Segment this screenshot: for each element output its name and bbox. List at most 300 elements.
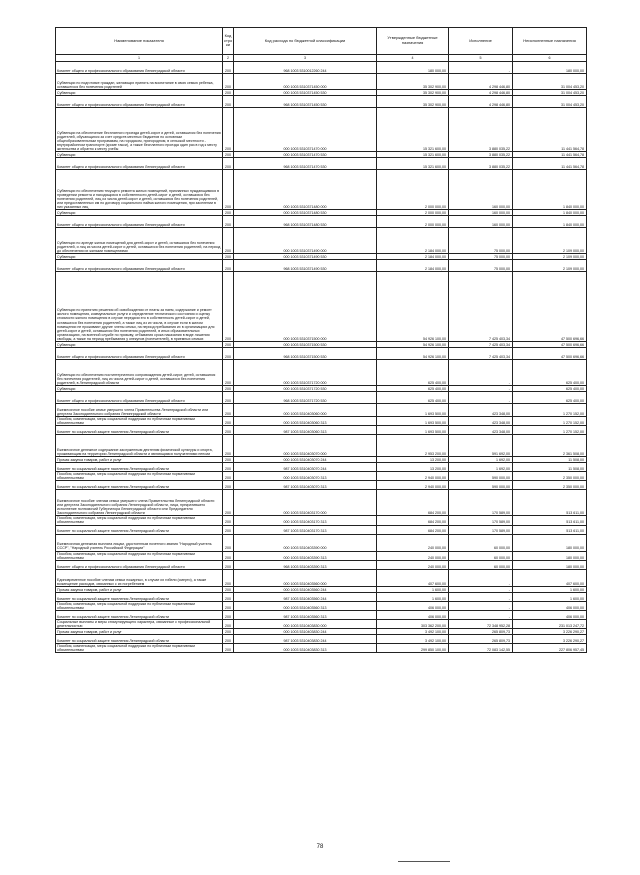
table-row — [56, 516, 587, 525]
table-row — [56, 490, 587, 516]
table-row — [56, 158, 587, 170]
cell-approved: 684 200,00 — [377, 490, 449, 516]
table-row — [56, 481, 587, 490]
cell-budget-code: 000 1003 5310403170 313 — [234, 516, 377, 525]
table-body — [56, 62, 587, 653]
cell-approved: 2 000 000,00 — [377, 216, 449, 228]
cell-name: Субвенции по подготовке граждан, желающих принять на воспитание в свою семью ребенка, оставшегося без попечения родителей — [56, 74, 223, 90]
cell-budget-code: 000 1003 5310371500 000 — [234, 272, 377, 342]
cell-remaining: 1 840 000,00 — [513, 210, 587, 216]
table-row — [56, 426, 587, 435]
cell-name: Комитет по социальной защите населения Ленинградской области — [56, 463, 223, 472]
cell-executed: 72 348 952,28 — [449, 619, 513, 628]
cell-executed: - — [449, 392, 513, 404]
cell-line-code: 200 — [223, 260, 234, 272]
cell-budget-code: 000 1003 5310403830 244 — [234, 629, 377, 635]
table-row — [56, 62, 587, 74]
cell-budget-code: 968 1003 5310371480 530 — [234, 216, 377, 228]
cell-budget-code: 987 1003 5310403560 313 — [234, 610, 377, 619]
cell-approved: 35 302 900,00 — [377, 74, 449, 90]
cell-name: Комитет по социальной защите населения Ленинградской области — [56, 525, 223, 534]
cell-remaining: 2 361 508,00 — [513, 435, 587, 457]
cell-line-code: 200 — [223, 108, 234, 152]
cell-budget-code: 968 1003 5310371500 530 — [234, 348, 377, 360]
table-row — [56, 592, 587, 601]
cell-line-code: 200 — [223, 586, 234, 592]
cell-budget-code: 968 1003 5310371450 530 — [234, 96, 377, 108]
cell-executed: - — [449, 569, 513, 586]
cell-budget-code: 000 1003 5310403060 000 — [234, 404, 377, 417]
cell-name: Комитет по социальной защите населения Ленинградской области — [56, 610, 223, 619]
cell-name: Прочая закупка товаров, работ и услуг — [56, 629, 223, 635]
cell-name: Комитет общего и профессионального образования Ленинградской области — [56, 348, 223, 360]
cell-remaining: 2 109 000,00 — [513, 228, 587, 254]
cell-approved: 35 302 900,00 — [377, 90, 449, 96]
table-row — [56, 534, 587, 551]
cell-line-code: 200 — [223, 635, 234, 644]
table-row — [56, 525, 587, 534]
cell-budget-code: 000 1003 5310371470 530 — [234, 152, 377, 158]
cell-remaining: 11 441 564,78 — [513, 152, 587, 158]
cell-approved: 2 000 000,00 — [377, 170, 449, 210]
cell-remaining: 47 500 696,66 — [513, 348, 587, 360]
cell-approved: 15 321 600,00 — [377, 152, 449, 158]
cell-budget-code: 987 1003 5310403560 244 — [234, 592, 377, 601]
header-name: Наименование показателя — [56, 28, 223, 55]
cell-budget-code: 987 1003 5310403170 313 — [234, 525, 377, 534]
cell-budget-code: 000 1003 5310403560 000 — [234, 569, 377, 586]
cell-remaining: 2 350 000,00 — [513, 481, 587, 490]
table-row — [56, 272, 587, 342]
cell-budget-code: 000 1003 5310403060 313 — [234, 417, 377, 426]
cell-name: Пособия, компенсации, меры социальной поддержки по публичным нормативным обязательствам — [56, 472, 223, 481]
cell-line-code: 200 — [223, 463, 234, 472]
cell-budget-code: 968 1003 5310012260 244 — [234, 62, 377, 74]
cell-budget-code: 000 1003 5310403070 313 — [234, 472, 377, 481]
cell-budget-code: 968 1003 5310403390 313 — [234, 560, 377, 569]
cell-name: Ежемесячное денежное содержание заслуженным деятелям физической культуры и спорта, проживающим на территории Ленинградской области и являющимся получателями пенсии — [56, 435, 223, 457]
cell-executed: 60 000,00 — [449, 560, 513, 569]
cell-remaining: 1 270 152,00 — [513, 404, 587, 417]
cell-line-code: 200 — [223, 392, 234, 404]
cell-line-code: 200 — [223, 560, 234, 569]
cell-remaining: 1 600,00 — [513, 592, 587, 601]
header-budget-code: Код расхода по бюджетной классификации — [234, 28, 377, 55]
cell-remaining: 3 226 290,27 — [513, 635, 587, 644]
cell-budget-code: 000 1003 5310403560 244 — [234, 586, 377, 592]
cell-executed: 3 880 035,22 — [449, 152, 513, 158]
cell-budget-code: 987 1003 5310403830 244 — [234, 635, 377, 644]
cell-name: Прочая закупка товаров, работ и услуг — [56, 586, 223, 592]
cell-approved: 2 184 000,00 — [377, 228, 449, 254]
cell-line-code: 200 — [223, 210, 234, 216]
cell-name: Субвенции — [56, 386, 223, 392]
budget-execution-table — [55, 27, 587, 653]
cell-budget-code: 000 1003 5310403070 244 — [234, 457, 377, 463]
cell-approved: 35 302 900,00 — [377, 96, 449, 108]
cell-executed: 7 425 403,34 — [449, 348, 513, 360]
page-number: 78 — [316, 844, 324, 850]
cell-approved: 625 400,00 — [377, 360, 449, 386]
cell-approved: 625 400,00 — [377, 392, 449, 404]
cell-approved: 240 000,00 — [377, 560, 449, 569]
cell-name: Субвенции по обеспечению постинтернатного сопровождения детей-сирот, детей, оставшихся без попечения родителей, лиц из числа детей-сирот и детей, оставшихся без попечения родителей, в Ленинградской области — [56, 360, 223, 386]
cell-executed: 265 809,73 — [449, 629, 513, 635]
cell-approved: 2 184 000,00 — [377, 260, 449, 272]
cell-budget-code: 000 1003 5310403070 000 — [234, 435, 377, 457]
table-row — [56, 463, 587, 472]
cell-approved: 1 693 500,00 — [377, 426, 449, 435]
cell-line-code: 200 — [223, 629, 234, 635]
cell-line-code: 200 — [223, 360, 234, 386]
cell-remaining: 625 400,00 — [513, 392, 587, 404]
table-row — [56, 417, 587, 426]
cell-name: Ежемесячная денежная выплата лицам, удостоенным почетного звания "Народный учитель СССР", "Народный учитель Российской Федерации" — [56, 534, 223, 551]
cell-line-code: 200 — [223, 158, 234, 170]
cell-name: Пособия, компенсации, меры социальной поддержки по публичным нормативным обязательствам — [56, 516, 223, 525]
cell-remaining: 231 013 247,72 — [513, 619, 587, 628]
cell-remaining: 2 109 000,00 — [513, 260, 587, 272]
cell-approved: 13 200,00 — [377, 463, 449, 472]
cell-executed: - — [449, 62, 513, 74]
table-header-row — [56, 28, 587, 55]
table-row — [56, 560, 587, 569]
cell-line-code: 200 — [223, 404, 234, 417]
cell-remaining: 406 000,00 — [513, 601, 587, 610]
cell-line-code: 200 — [223, 601, 234, 610]
cell-name: Комитет общего и профессионального образования Ленинградской области — [56, 216, 223, 228]
cell-approved: 407 600,00 — [377, 569, 449, 586]
table-row — [56, 216, 587, 228]
cell-budget-code: 000 1003 5310371450 000 — [234, 74, 377, 90]
cell-remaining: 3 226 290,27 — [513, 629, 587, 635]
cell-approved: 1 693 500,00 — [377, 417, 449, 426]
cell-line-code: 200 — [223, 272, 234, 342]
cell-remaining: 180 000,00 — [513, 560, 587, 569]
cell-remaining: 513 611,00 — [513, 525, 587, 534]
cell-remaining: 31 004 453,20 — [513, 90, 587, 96]
cell-line-code: 200 — [223, 348, 234, 360]
cell-executed: 1 692,00 — [449, 463, 513, 472]
cell-executed: 4 298 446,80 — [449, 96, 513, 108]
cell-name: Субвенции на обеспечение бесплатного проезда детей-сирот и детей, оставшихся без попечения родителей, обучающихся за счет средств местных бюджетов по основным общеобразовательным программам, на городском, пригородном, в сельской местности - внутрирайонном транспорте (кроме такси), а также бесплатного проезда один раз в год к месту жительства и обратно к месту учебы — [56, 108, 223, 152]
cell-budget-code: 968 1003 5310371720 530 — [234, 392, 377, 404]
table-row — [56, 228, 587, 254]
cell-remaining: 227 806 957,45 — [513, 644, 587, 653]
cell-line-code: 200 — [223, 386, 234, 392]
cell-executed: 4 298 446,80 — [449, 90, 513, 96]
cell-budget-code: 000 1003 5310371470 000 — [234, 108, 377, 152]
cell-line-code: 200 — [223, 216, 234, 228]
cell-approved: 13 200,00 — [377, 457, 449, 463]
cell-name: Пособия, компенсации, меры социальной поддержки по публичным нормативным обязательствам — [56, 644, 223, 653]
header-code: Код стро ки — [223, 28, 234, 55]
table-row — [56, 260, 587, 272]
cell-budget-code: 000 1003 5310403560 313 — [234, 601, 377, 610]
cell-name: Субвенции по обеспечению текущего ремонта жилых помещений, признанных нуждающимися в проведении ремонта и находящихся в собственности детей-сирот и детей, оставшихся без попечения родителей, лиц из числа детей-сирот и детей, оставшихся без попечения родителей, или предоставленных им по договору социального найма жилого помещения, при заселении в них указанных лиц — [56, 170, 223, 210]
cell-line-code: 200 — [223, 472, 234, 481]
cell-name: Комитет по социальной защите населения Ленинградской области — [56, 426, 223, 435]
cell-line-code: 200 — [223, 254, 234, 260]
cell-line-code: 200 — [223, 62, 234, 74]
header-approved: Утвержденные бюджетные назначения — [377, 28, 449, 55]
cell-executed: 60 000,00 — [449, 534, 513, 551]
cell-remaining: 513 611,00 — [513, 516, 587, 525]
cell-remaining: 11 508,00 — [513, 457, 587, 463]
cell-approved: 684 200,00 — [377, 516, 449, 525]
cell-line-code: 200 — [223, 644, 234, 653]
cell-line-code: 200 — [223, 481, 234, 490]
cell-name: Комитет общего и профессионального образования Ленинградской области — [56, 158, 223, 170]
table-row — [56, 619, 587, 628]
cell-remaining: 513 611,00 — [513, 490, 587, 516]
report-sheet — [55, 27, 586, 653]
cell-line-code: 200 — [223, 551, 234, 560]
cell-approved: 2 000 000,00 — [377, 210, 449, 216]
cell-approved: 1 600,00 — [377, 586, 449, 592]
cell-budget-code: 000 1003 5310371480 000 — [234, 170, 377, 210]
cell-remaining: 180 000,00 — [513, 534, 587, 551]
cell-executed: 75 000,00 — [449, 228, 513, 254]
cell-remaining: 625 400,00 — [513, 360, 587, 386]
cell-executed: 170 589,00 — [449, 516, 513, 525]
cell-name: Комитет общего и профессионального образования Ленинградской области — [56, 260, 223, 272]
cell-executed: - — [449, 610, 513, 619]
cell-executed: 7 425 403,34 — [449, 342, 513, 348]
cell-budget-code: 000 1003 5310403390 313 — [234, 551, 377, 560]
cell-executed: 170 589,00 — [449, 490, 513, 516]
cell-remaining: 1 270 152,00 — [513, 426, 587, 435]
cell-name: Ежемесячное пособие семье умершего члена Правительства Ленинградской области или депутата Законодательного собрания Ленинградской области — [56, 404, 223, 417]
table-row — [56, 96, 587, 108]
cell-approved: 2 940 000,00 — [377, 481, 449, 490]
cell-budget-code: 987 1003 5310403070 313 — [234, 481, 377, 490]
table-row — [56, 435, 587, 457]
cell-executed: 3 880 035,22 — [449, 108, 513, 152]
cell-approved: 240 000,00 — [377, 534, 449, 551]
cell-executed: - — [449, 386, 513, 392]
table-row — [56, 392, 587, 404]
cell-executed: 590 000,00 — [449, 481, 513, 490]
table-row — [56, 472, 587, 481]
cell-name: Субвенции — [56, 210, 223, 216]
cell-line-code: 200 — [223, 426, 234, 435]
cell-executed: 3 880 035,22 — [449, 158, 513, 170]
cell-approved: 54 926 100,00 — [377, 272, 449, 342]
cell-approved: 3 492 100,00 — [377, 629, 449, 635]
cell-approved: 684 200,00 — [377, 525, 449, 534]
cell-approved: 625 400,00 — [377, 386, 449, 392]
cell-budget-code: 000 1003 5310403830 313 — [234, 644, 377, 653]
cell-executed: 423 348,00 — [449, 404, 513, 417]
cell-remaining: 407 600,00 — [513, 569, 587, 586]
cell-line-code: 200 — [223, 525, 234, 534]
cell-budget-code: 000 1003 5310371720 530 — [234, 386, 377, 392]
cell-name: Субвенции — [56, 90, 223, 96]
cell-executed: 423 348,00 — [449, 426, 513, 435]
cell-budget-code: 000 1003 5310403170 000 — [234, 490, 377, 516]
cell-approved: 2 184 000,00 — [377, 254, 449, 260]
cell-name: Прочая закупка товаров, работ и услуг — [56, 457, 223, 463]
cell-line-code: 200 — [223, 417, 234, 426]
cell-executed: 75 000,00 — [449, 254, 513, 260]
cell-executed: 160 000,00 — [449, 216, 513, 228]
cell-budget-code: 000 1003 5310371490 530 — [234, 254, 377, 260]
cell-approved: 1 600,00 — [377, 592, 449, 601]
column-number: 3 — [234, 55, 377, 62]
cell-executed: 423 348,00 — [449, 417, 513, 426]
cell-budget-code: 000 1003 5310371450 530 — [234, 90, 377, 96]
cell-remaining: 47 500 696,66 — [513, 272, 587, 342]
cell-line-code: 200 — [223, 569, 234, 586]
cell-approved: 2 940 000,00 — [377, 472, 449, 481]
cell-name: Комитет общего и профессионального образования Ленинградской области — [56, 392, 223, 404]
cell-name: Пособия, компенсации, меры социальной поддержки по публичным нормативным обязательствам — [56, 551, 223, 560]
cell-name: Субвенции по принятию решения об освобождении от платы за наем, содержание и ремонт жилого помещения, коммунальные услуги и определение технического состояния и оценку стоимости жилого помещения в случае передачи его в собственность детей-сирот и детей, оставшихся без попечения родителей, а также лиц из их числа, в случае если в жилом помещении не проживают другие члены семьи, на период пребывания их в организациях для детей-сирот и детей, оставшихся без попечения родителей, в иных образовательных организациях, на военной службе по призыву, отбывания срока наказания в виде лишения свободы, а также на период пребывания у опекунов (попечителей), в приемных семьях — [56, 272, 223, 342]
cell-remaining: 11 441 564,78 — [513, 158, 587, 170]
cell-executed: 160 000,00 — [449, 170, 513, 210]
table-row — [56, 170, 587, 210]
cell-approved: 1 693 500,00 — [377, 404, 449, 417]
cell-line-code: 200 — [223, 490, 234, 516]
cell-approved: 299 850 100,00 — [377, 644, 449, 653]
cell-remaining: 180 000,00 — [513, 551, 587, 560]
cell-remaining: 1 270 152,00 — [513, 417, 587, 426]
cell-name: Пособия, компенсации, меры социальной поддержки по публичным нормативным обязательствам — [56, 417, 223, 426]
cell-remaining: 2 109 000,00 — [513, 254, 587, 260]
cell-approved: 406 000,00 — [377, 610, 449, 619]
column-number: 4 — [377, 55, 449, 62]
cell-budget-code: 000 1003 5310403390 000 — [234, 534, 377, 551]
cell-budget-code: 987 1003 5310403070 244 — [234, 463, 377, 472]
table-row — [56, 610, 587, 619]
cell-approved: 180 000,00 — [377, 62, 449, 74]
cell-line-code: 200 — [223, 435, 234, 457]
cell-budget-code: 968 1003 5310371490 530 — [234, 260, 377, 272]
cell-remaining: 47 500 696,66 — [513, 342, 587, 348]
cell-name: Комитет по социальной защите населения Ленинградской области — [56, 592, 223, 601]
cell-line-code: 200 — [223, 516, 234, 525]
cell-line-code: 200 — [223, 534, 234, 551]
cell-line-code: 200 — [223, 342, 234, 348]
cell-remaining: 11 441 564,78 — [513, 108, 587, 152]
cell-remaining: 2 350 000,00 — [513, 472, 587, 481]
cell-approved: 240 000,00 — [377, 551, 449, 560]
cell-budget-code: 000 1003 5310371480 530 — [234, 210, 377, 216]
cell-budget-code: 000 1003 5310371720 000 — [234, 360, 377, 386]
cell-executed: 1 692,00 — [449, 457, 513, 463]
cell-approved: 303 362 200,00 — [377, 619, 449, 628]
footer-rule — [398, 861, 450, 862]
table-row — [56, 569, 587, 586]
table-row — [56, 348, 587, 360]
cell-line-code: 200 — [223, 74, 234, 90]
cell-approved: 3 492 100,00 — [377, 635, 449, 644]
cell-remaining: 625 400,00 — [513, 386, 587, 392]
cell-line-code: 200 — [223, 610, 234, 619]
cell-name: Комитет общего и профессионального образования Ленинградской области — [56, 96, 223, 108]
column-number: 2 — [223, 55, 234, 62]
cell-line-code: 200 — [223, 228, 234, 254]
cell-line-code: 200 — [223, 152, 234, 158]
cell-executed: 170 589,00 — [449, 525, 513, 534]
cell-remaining: 1 600,00 — [513, 586, 587, 592]
cell-line-code: 200 — [223, 619, 234, 628]
cell-name: Пособия, компенсации, меры социальной поддержки по публичным нормативным обязательствам — [56, 601, 223, 610]
cell-executed: - — [449, 592, 513, 601]
cell-executed: 160 000,00 — [449, 210, 513, 216]
cell-executed: - — [449, 586, 513, 592]
cell-approved: 15 321 600,00 — [377, 158, 449, 170]
cell-remaining: 31 004 453,20 — [513, 74, 587, 90]
cell-remaining: 180 000,00 — [513, 62, 587, 74]
cell-name: Субвенции — [56, 342, 223, 348]
cell-executed: - — [449, 601, 513, 610]
table-row — [56, 404, 587, 417]
cell-name: Комитет по социальной защите населения Ленинградской области — [56, 481, 223, 490]
header-executed: Исполнение — [449, 28, 513, 55]
cell-budget-code: 000 1003 5310371490 000 — [234, 228, 377, 254]
column-number: 1 — [56, 55, 223, 62]
column-numbers-row — [56, 55, 587, 62]
table-row — [56, 360, 587, 386]
table-row — [56, 601, 587, 610]
header-remaining: Неисполненные назначения — [513, 28, 587, 55]
cell-name: Комитет по социальной защите населения Ленинградской области — [56, 635, 223, 644]
cell-name: Комитет общего и профессионального образования Ленинградской области — [56, 62, 223, 74]
cell-executed: - — [449, 360, 513, 386]
cell-approved: 406 000,00 — [377, 601, 449, 610]
cell-executed: 265 809,73 — [449, 635, 513, 644]
cell-budget-code: 987 1003 5310403060 313 — [234, 426, 377, 435]
cell-name: Ежемесячное пособие членам семьи умершего члена Правительства Ленинградской области или депутата Законодательного собрания Ленинградской области, лица, прекратившего исполнение полномочий Губернатора Ленинградской области или Председателя Законодательного собрания Ленинградской области — [56, 490, 223, 516]
cell-remaining: 11 508,00 — [513, 463, 587, 472]
cell-line-code: 200 — [223, 90, 234, 96]
cell-remaining: 1 840 000,00 — [513, 170, 587, 210]
table-row — [56, 635, 587, 644]
cell-remaining: 1 840 000,00 — [513, 216, 587, 228]
cell-executed: 72 083 142,55 — [449, 644, 513, 653]
cell-name: Субвенции — [56, 152, 223, 158]
cell-name: Единовременное пособие членам семьи пожарных, в случае их гибели (смерти), а также возмещение расходов, связанных с их погребением — [56, 569, 223, 586]
cell-approved: 2 953 200,00 — [377, 435, 449, 457]
cell-executed: 7 425 403,34 — [449, 272, 513, 342]
cell-name: Субвенции по аренде жилых помещений для детей-сирот и детей, оставшихся без попечения родителей, и лиц из числа детей-сирот и детей, оставшихся без попечения родителей, на период до обеспечения их жилыми помещениями — [56, 228, 223, 254]
cell-approved: 54 926 100,00 — [377, 348, 449, 360]
cell-budget-code: 968 1003 5310371470 530 — [234, 158, 377, 170]
cell-executed: 591 692,00 — [449, 435, 513, 457]
table-row — [56, 108, 587, 152]
cell-name: Субвенции — [56, 254, 223, 260]
cell-approved: 54 926 100,00 — [377, 342, 449, 348]
cell-executed: 4 298 446,80 — [449, 74, 513, 90]
cell-budget-code: 000 1003 5310371500 530 — [234, 342, 377, 348]
cell-executed: 590 000,00 — [449, 472, 513, 481]
cell-name: Социальные выплаты и меры стимулирующего характера, связанные с профессиональной деятельностью — [56, 619, 223, 628]
cell-line-code: 200 — [223, 96, 234, 108]
cell-line-code: 200 — [223, 457, 234, 463]
cell-executed: 75 000,00 — [449, 260, 513, 272]
column-number: 6 — [513, 55, 587, 62]
cell-budget-code: 000 1003 5310403830 000 — [234, 619, 377, 628]
column-number: 5 — [449, 55, 513, 62]
table-row — [56, 74, 587, 90]
table-row — [56, 551, 587, 560]
cell-executed: 60 000,00 — [449, 551, 513, 560]
cell-remaining: 31 004 453,20 — [513, 96, 587, 108]
cell-remaining: 406 000,00 — [513, 610, 587, 619]
cell-line-code: 200 — [223, 592, 234, 601]
